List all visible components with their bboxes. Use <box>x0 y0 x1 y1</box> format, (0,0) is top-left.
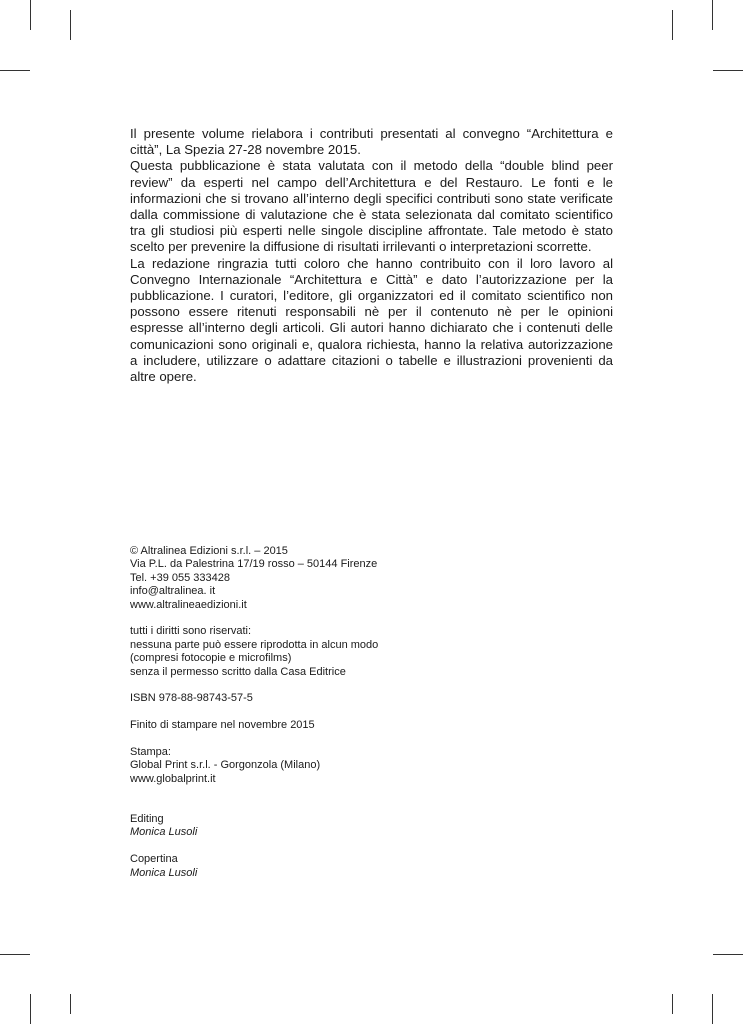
crop-mark-bottom-right-outer <box>712 994 713 1024</box>
crop-mark-top-right-horizontal <box>713 70 743 71</box>
address-line: Via P.L. da Palestrina 17/19 rosso – 50144 Firenze <box>130 558 378 571</box>
rights-line-4: senza il permesso scritto dalla Casa Editrice <box>130 665 346 678</box>
email-line: info@altralinea. it <box>130 585 216 598</box>
crop-mark-bottom-right-inner <box>672 994 673 1014</box>
phone-line: Tel. +39 055 333428 <box>130 571 231 584</box>
peer-review-paragraph: Questa pubblicazione è stata valutata con il metodo della “double blind peer review” da esperti nel campo dell’Architettura e del Restauro. Le fonti e le informazioni che si trovano all’interno degli specifici contributi sono state verificate dalla commissione di valutazione che è stata selezionata dal comitato scientifico tra gli studiosi più esperti nelle singole discipline affrontate. Tale metodo è stato scelto per prevenire la diffusione di risultati irrilevanti o interpretazioni scorrette. <box>130 158 613 255</box>
main-text <box>130 126 613 385</box>
publisher-info <box>130 545 530 612</box>
crop-mark-top-right-inner <box>672 10 673 40</box>
printed-date: Finito di stampare nel novembre 2015 <box>130 719 315 732</box>
printer-website: www.globalprint.it <box>130 772 216 785</box>
crop-mark-top-left-inner <box>70 10 71 40</box>
editing-label: Editing <box>130 813 164 826</box>
rights-line-1: tutti i diritti sono riservati: <box>130 625 252 638</box>
publisher-website: www.altralineaedizioni.it <box>130 598 247 611</box>
printed-date-block <box>130 719 530 732</box>
isbn-block <box>130 692 530 705</box>
colophon <box>130 545 530 893</box>
isbn: ISBN 978-88-98743-57-5 <box>130 692 253 705</box>
rights-line-2: nessuna parte può essere riprodotta in alcun modo <box>130 638 379 651</box>
printing-label: Stampa: <box>130 746 171 759</box>
rights-notice <box>130 625 530 679</box>
crop-mark-top-right-outer <box>712 0 713 30</box>
crop-mark-bottom-right-horizontal <box>713 954 743 955</box>
crop-mark-bottom-left-horizontal <box>0 954 30 955</box>
acknowledgements-paragraph: La redazione ringrazia tutti coloro che hanno contribuito con il loro lavoro al Convegno Internazionale “Architettura e Città” e dato l’autorizzazione per la pubblicazione. I curatori, l’editore, gli organizzatori ed il comitato scientifico non possono essere ritenuti responsabili nè per il contenuto nè per le opinioni espresse all’interno degli articoli. Gli autori hanno dichiarato che i contenuti delle comunicazioni sono originali e, qualora richiesta, hanno la relativa autorizzazione a includere, utilizzare o adattare citazioni o tabelle e illustrazioni provenienti da altre opere. <box>130 255 613 385</box>
printing-company: Global Print s.r.l. - Gorgonzola (Milano) <box>130 759 321 772</box>
intro-paragraph: Il presente volume rielabora i contributi presentati al convegno “Architettura e città”, La Spezia 27-28 novembre 2015. <box>130 126 613 158</box>
crop-mark-top-left-outer <box>30 0 31 30</box>
crop-mark-top-left-horizontal <box>0 70 30 71</box>
crop-mark-bottom-left-inner <box>70 994 71 1014</box>
copyright-line: © Altralinea Edizioni s.r.l. – 2015 <box>130 545 288 557</box>
printing-block <box>130 746 530 786</box>
rights-line-3: (compresi fotocopie e microfilms) <box>130 652 292 665</box>
cover-label: Copertina <box>130 853 178 866</box>
cover-block <box>130 853 530 880</box>
crop-mark-bottom-left-outer <box>30 994 31 1024</box>
editing-name: Monica Lusoli <box>130 826 198 839</box>
editing-block <box>130 813 530 840</box>
cover-name: Monica Lusoli <box>130 866 198 879</box>
